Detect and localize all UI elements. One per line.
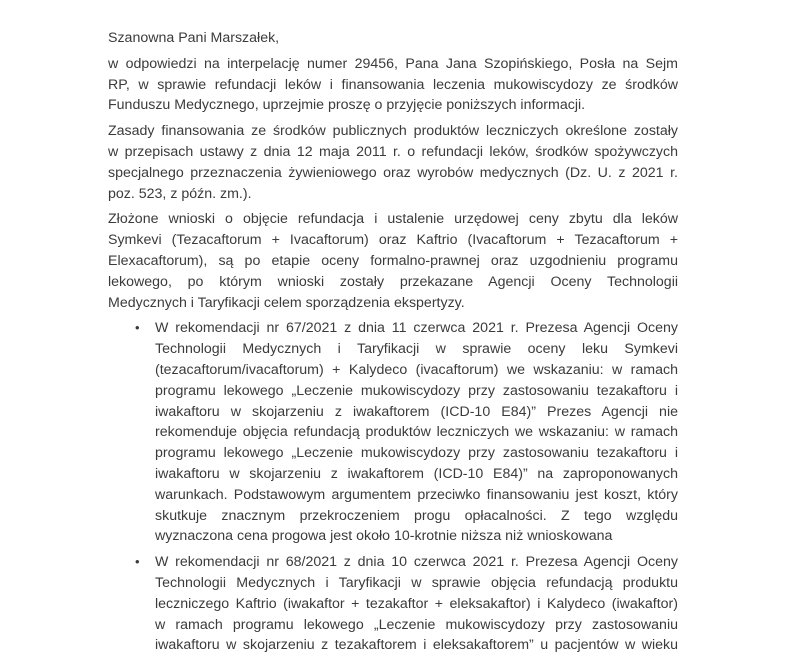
text-line: Zasady finansowania ze środków publicznych produktów leczniczych określone zostały — [108, 123, 678, 140]
paragraph-legal-basis — [108, 121, 678, 204]
text-line: iwakaftoru w skojarzeniu z iwakaftorem (ICD-10 E84)” na zaproponowanych — [155, 465, 678, 482]
text-line: Elexacaftorum), są po etapie oceny formalno-prawnej oraz uzgodnieniu programu — [108, 252, 678, 269]
text-line: rekomenduje objęcia refundacją produktów leczniczych we wskazaniu: w ramach — [155, 424, 678, 441]
text-line: RP, w sprawie refundacji leków i finansowania leczenia mukowiscydozy ze środków — [108, 76, 678, 93]
text-line: lekowego, po którym wnioski zostały przekazane Agencji Oceny Technologii — [108, 273, 678, 290]
text-line: w odpowiedzi na interpelację numer 29456, Pana Jana Szopińskiego, Posła na Sejm — [108, 55, 678, 72]
bullet-text — [155, 552, 678, 656]
text-line: w ramach programu lekowego „Leczenie mukowiscydozy przy zastosowaniu — [155, 616, 678, 633]
bullet-icon: • — [135, 320, 140, 336]
text-line: Funduszu Medycznego, uprzejmie proszę o przyjęcie poniższych informacji. — [108, 97, 586, 114]
document-content — [108, 28, 678, 661]
bullet-text — [155, 318, 678, 547]
text-line: skutkuje znacznym przekroczeniem progu opłacalności. Z tego względu — [155, 507, 678, 524]
bullet-icon: • — [135, 554, 140, 570]
text-line: wyznaczona cena progowa jest około 10-krotnie niższa niż wnioskowana — [155, 528, 613, 545]
text-line: W rekomendacji nr 68/2021 z dnia 10 czerwca 2021 r. Prezesa Agencji Oceny — [155, 554, 678, 571]
text-line: Medycznych i Taryfikacji celem sporządzenia ekspertyzy. — [108, 294, 465, 311]
paragraph-applications — [108, 209, 678, 313]
text-line: Technologii Medycznych i Taryfikacji w sprawie objęcia refundacją produktu — [155, 574, 678, 591]
text-line: iwakaftoru w skojarzeniu z tezakaftorem i eleksakaftorem” u pacjentów w wieku — [155, 637, 678, 654]
bullet-item-recommendation-68 — [108, 552, 678, 656]
text-line: poz. 523, z późn. zm.). — [108, 185, 252, 202]
salutation-paragraph — [108, 28, 678, 49]
text-line: Technologii Medycznych i Taryfikacji w sprawie oceny leku Symkevi — [155, 341, 678, 358]
paragraph-intro — [108, 54, 678, 116]
text-line: specjalnego przeznaczenia żywieniowego oraz wyrobów medycznych (Dz. U. z 2021 r. — [108, 164, 678, 181]
text-line: iwakaftoru w skojarzeniu z iwakaftorem (ICD-10 E84)” Prezes Agencji nie — [155, 403, 678, 420]
text-line: Złożone wnioski o objęcie refundacja i ustalenie urzędowej ceny zbytu dla leków — [108, 211, 678, 228]
text-line: leczniczego Kaftrio (iwakaftor + tezakaftor + eleksakaftor) i Kalydeco (iwakaftor) — [155, 595, 678, 612]
text-line: Symkevi (Tezacaftorum + Ivacaftorum) oraz Kaftrio (Ivacaftorum + Tezacaftorum + — [108, 232, 678, 249]
text-line: w przepisach ustawy z dnia 12 maja 2011 r. o refundacji leków, środków spożywczych — [108, 143, 678, 160]
text-line: warunkach. Podstawowym argumentem przeciwko finansowaniu jest koszt, który — [155, 486, 678, 503]
text-line: programu lekowego „Leczenie mukowiscydozy przy zastosowaniu tezakaftoru i — [155, 445, 678, 462]
text-line: W rekomendacji nr 67/2021 z dnia 11 czerwca 2021 r. Prezesa Agencji Oceny — [155, 320, 678, 337]
salutation: Szanowna Pani Marszałek, — [108, 30, 280, 46]
bullet-item-recommendation-67 — [108, 318, 678, 547]
text-line: programu lekowego „Leczenie mukowiscydozy przy zastosowaniu tezakaftoru i — [155, 382, 678, 399]
text-line: (tezacaftorum/ivacaftorum) + Kalydeco (ivacaftorum) we wskazaniu: w ramach — [155, 361, 678, 378]
